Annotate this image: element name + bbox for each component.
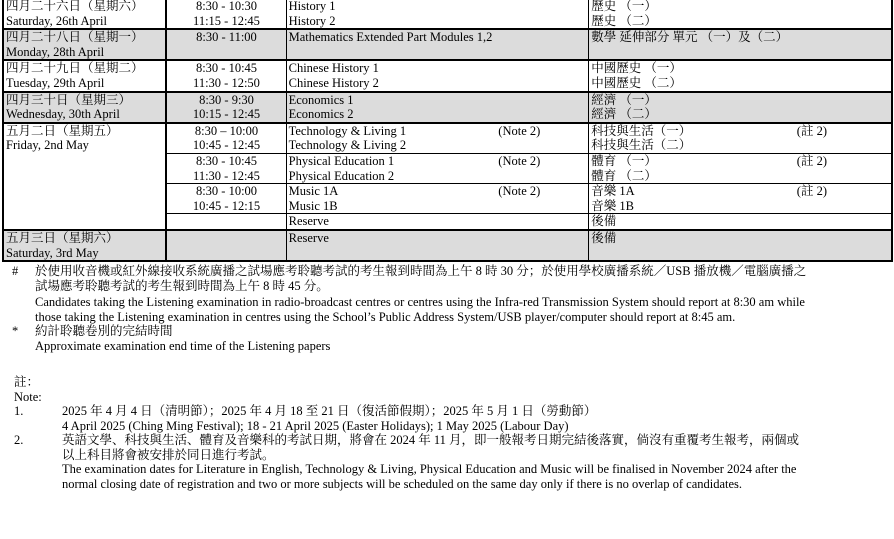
subject-en-cell: [286, 29, 589, 60]
time-slot: 11:30 - 12:50: [193, 75, 260, 90]
subject-zh: 經濟 （一）: [591, 92, 657, 107]
subject-en-line: [289, 184, 589, 199]
subject-zh-cell: [589, 60, 892, 91]
subject-en-cell: [286, 230, 589, 261]
subject-en: Music 1A: [288, 184, 339, 199]
note-text: normal closing date of registration and two or more subjects will be scheduled on the same day only if there is no overlap of candidates.: [62, 476, 743, 491]
note-ref: (Note 2): [498, 153, 541, 168]
time-slot: 8:30 - 10:45: [195, 153, 258, 168]
date-cell: [3, 92, 166, 123]
time-slot: 8:30 - 10:30: [195, 0, 258, 13]
note-text: 2025 年 4 月 4 日（清明節）；2025 年 4 月 18 至 21 日（復活節假期）；2025 年 5 月 1 日（勞動節）: [62, 404, 597, 418]
date-zh: 五月三日（星期六）: [6, 230, 119, 245]
time-slot: 8:30 - 11:00: [196, 30, 257, 45]
subject-en: Reserve: [288, 214, 329, 229]
footnote-star: [0, 324, 894, 353]
subject-en: Mathematics Extended Part Modules 1,2: [288, 30, 493, 45]
subject-en: Economics 1: [288, 92, 354, 107]
subject-zh-cell: [589, 214, 892, 230]
timetable-row: [3, 29, 892, 60]
time-slot: 11:15 - 12:45: [193, 13, 260, 28]
subject-en-cell: [286, 92, 589, 123]
footnote-text: Candidates taking the Listening examination in radio-broadcast centres or centres using the Infra-red Transmission System should report at 8:30 am while: [35, 295, 805, 309]
subject-zh: 科技與生活（二）: [591, 138, 692, 153]
subject-zh-cell: [589, 92, 892, 123]
subject-zh-cell: [589, 153, 892, 183]
time-cell: [166, 230, 286, 261]
subject-zh-cell: [589, 123, 892, 154]
subject-zh: 數學 延伸部分 單元 （一）及（二）: [591, 30, 789, 45]
subject-zh-line: [591, 154, 891, 169]
note-text: The examination dates for Literature in English, Technology & Living, Physical Education and Music will be finalised in November 2024 after the: [62, 462, 797, 476]
notes-heading-en: Note:: [14, 389, 42, 404]
time-cell: [166, 184, 286, 214]
subject-en: Technology & Living 1: [288, 123, 407, 138]
subject-en: History 2: [288, 13, 336, 28]
date-zh: 四月二十九日（星期二）: [6, 61, 144, 76]
date-en: Saturday, 26th April: [6, 13, 107, 28]
time-slot: 10:45 - 12:15: [192, 198, 261, 213]
subject-en-cell: [286, 60, 589, 91]
time-cell: [166, 214, 286, 230]
note-ref: (Note 2): [498, 123, 541, 138]
note-text: 英語文學、科技與生活、體育及音樂科的考試日期，將會在 2024 年 11 月，即一般報考日期完結後落實，倘沒有重覆考生報考，兩個或: [62, 433, 800, 447]
note-ref: (Note 2): [498, 184, 541, 199]
note-item: [0, 433, 894, 491]
footnote-text: 約計聆聽卷別的完結時間: [35, 324, 173, 338]
footnote-hash: [0, 264, 894, 324]
timetable-row: [3, 230, 892, 261]
subject-zh-line: [591, 124, 891, 139]
subject-zh: 後備: [591, 214, 617, 229]
time-slot: 8:30 - 10:00: [195, 184, 258, 199]
footnote-text: those taking the Listening examination in centres using the School’s Public Address System/USB player/computer should report at 8:45 am.: [35, 309, 736, 324]
note-number: 1.: [14, 404, 24, 418]
note-item: [0, 404, 894, 433]
subject-zh-cell: [589, 0, 892, 29]
timetable-row: [3, 60, 892, 91]
date-cell: [3, 0, 166, 29]
footnote-mark: *: [12, 324, 19, 338]
subject-en: Physical Education 1: [288, 153, 395, 168]
date-en: Friday, 2nd May: [6, 138, 89, 153]
subject-en: Chinese History 2: [288, 75, 379, 90]
date-zh: 四月二十八日（星期一）: [6, 30, 144, 45]
subject-zh: 歷史 （二）: [591, 13, 657, 28]
date-cell: [3, 60, 166, 91]
date-cell: [3, 123, 166, 230]
time-slot: 8:30 - 9:30: [199, 92, 254, 107]
note-text: 4 April 2025 (Ching Ming Festival); 18 - 21 April 2025 (Easter Holidays); 1 May 2025 (Labour Day): [62, 418, 569, 433]
subject-zh-line: [591, 184, 891, 199]
subject-en: Technology & Living 2: [288, 138, 407, 153]
time-cell: [166, 0, 286, 29]
subject-en-cell: [286, 123, 589, 154]
timetable-row: [3, 0, 892, 29]
time-slot: 10:45 - 12:45: [192, 138, 261, 153]
subject-zh: 科技與生活（一）: [591, 123, 692, 138]
subject-en: Economics 2: [288, 107, 354, 122]
date-zh: 四月三十日（星期三）: [6, 92, 132, 107]
subject-zh-cell: [589, 230, 892, 261]
subject-en: History 1: [288, 0, 336, 13]
subject-zh: 音樂 1B: [591, 198, 635, 213]
subject-zh: 中國歷史 （二）: [591, 75, 682, 90]
subject-en-line: [289, 154, 589, 169]
notes-heading-zh: 註：: [14, 375, 40, 389]
footnote-mark: #: [12, 264, 19, 278]
subject-en: Chinese History 1: [288, 61, 379, 76]
note-ref: (註 2): [796, 153, 827, 168]
time-cell: [166, 92, 286, 123]
subject-zh: 體育 （一）: [591, 153, 657, 168]
subject-zh: 經濟 （二）: [591, 107, 657, 122]
note-text: 以上科目將會被安排於同日進行考試。: [62, 447, 275, 462]
note-ref: (註 2): [796, 123, 827, 138]
time-cell: [166, 123, 286, 154]
date-en: Monday, 28th April: [6, 44, 105, 59]
subject-en: Music 1B: [288, 198, 338, 213]
subject-en: Reserve: [288, 230, 329, 245]
footnote-text: Approximate examination end time of the Listening papers: [35, 338, 331, 353]
time-cell: [166, 29, 286, 60]
note-number: 2.: [14, 433, 24, 447]
subject-zh: 中國歷史 （一）: [591, 61, 682, 76]
exam-timetable: [2, 0, 893, 262]
footnotes-section: [0, 264, 894, 491]
note-ref: (註 2): [796, 184, 827, 199]
date-en: Wednesday, 30th April: [6, 107, 120, 122]
subject-zh: 後備: [591, 230, 617, 245]
date-zh: 四月二十六日（星期六）: [6, 0, 144, 13]
timetable-row: [3, 123, 892, 154]
subject-zh-cell: [589, 184, 892, 214]
footnote-text: 於使用收音機或紅外線接收系統廣播之試場應考聆聽考試的考生報到時間為上午 8 時 30 分；於使用學校廣播系統／USB 播放機／電腦廣播之: [35, 264, 807, 278]
subject-en-cell: [286, 214, 589, 230]
subject-en-line: [289, 124, 589, 139]
subject-en: Physical Education 2: [288, 168, 395, 183]
date-cell: [3, 230, 166, 261]
subject-zh-cell: [589, 29, 892, 60]
subject-zh: 體育 （二）: [591, 168, 657, 183]
time-cell: [166, 153, 286, 183]
subject-en-cell: [286, 0, 589, 29]
subject-zh: 歷史 （一）: [591, 0, 657, 13]
subject-en-cell: [286, 153, 589, 183]
time-slot: 11:30 - 12:45: [193, 168, 260, 183]
timetable-row: [3, 92, 892, 123]
time-slot: 8:30 - 10:45: [195, 61, 258, 76]
subject-en-cell: [286, 184, 589, 214]
date-en: Saturday, 3rd May: [6, 245, 99, 260]
time-slot: 8:30 – 10:00: [194, 123, 259, 138]
subject-zh: 音樂 1A: [591, 184, 635, 199]
time-slot: 10:15 - 12:45: [192, 107, 261, 122]
date-zh: 五月二日（星期五）: [6, 123, 119, 138]
footnote-text: 試場應考聆聽考試的考生報到時間為上午 8 時 45 分。: [35, 278, 329, 293]
date-en: Tuesday, 29th April: [6, 75, 105, 90]
date-cell: [3, 29, 166, 60]
time-cell: [166, 60, 286, 91]
